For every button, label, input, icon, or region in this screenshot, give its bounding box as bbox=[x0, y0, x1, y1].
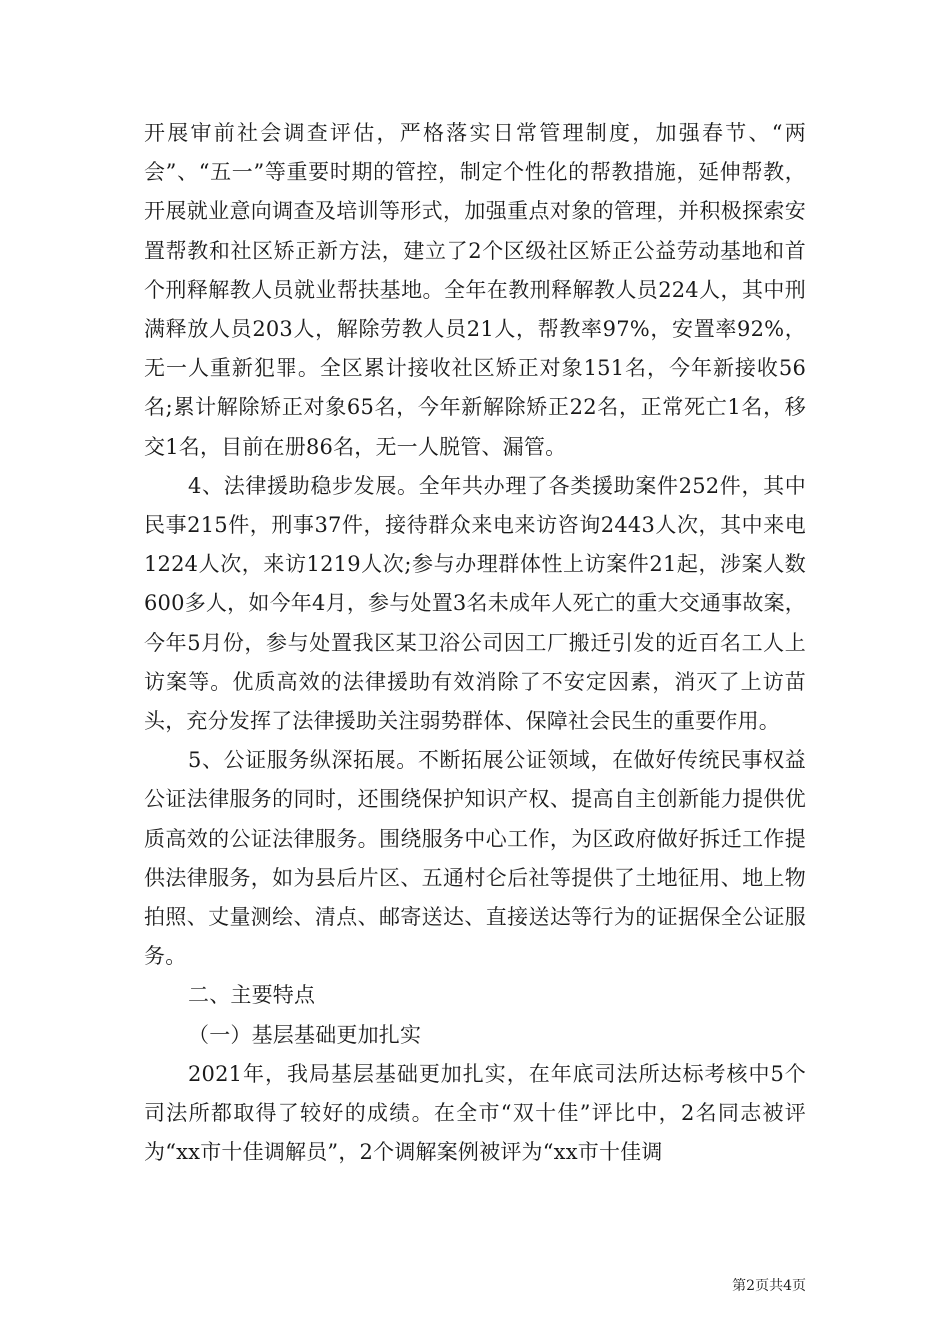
paragraph-legal-aid: 4、法律援助稳步发展。全年共办理了各类援助案件252件，其中民事215件，刑事37件，接待群众来电来访咨询2443人次，其中来电1224人次，来访1219人次;参与办理群体性上访案件21起，涉案人数600多人，如今年4月，参与处置3名未成年人死亡的重大交通事故案，今年5月份，参与处置我区某卫浴公司因工厂搬迁引发的近百名工人上访案等。优质高效的法律援助有效消除了不安定因素，消灭了上访苗头，充分发挥了法律援助关注弱势群体、保障社会民生的重要作用。 bbox=[144, 473, 806, 734]
paragraph-grassroots-foundation: 2021年，我局基层基础更加扎实，在年底司法所达标考核中5个司法所都取得了较好的成绩。在全市“双十佳”评比中，2名同志被评为“xx市十佳调解员”，2个调解案例被评为“xx市十佳调 bbox=[144, 1061, 806, 1165]
subsection-heading-grassroots: （一）基层基础更加扎实 bbox=[188, 1022, 422, 1047]
page-number-footer: 第2页共4页 bbox=[732, 1278, 806, 1294]
paragraph-notary-service: 5、公证服务纵深拓展。不断拓展公证领域，在做好传统民事权益公证法律服务的同时，还围绕保护知识产权、提高自主创新能力提供优质高效的公证法律服务。围绕服务中心工作，为区政府做好拆迁工作提供法律服务，如为县后片区、五通村仑后社等提供了土地征用、地上物拍照、丈量测绘、清点、邮寄送达、直接送达等行为的证据保全公证服务。 bbox=[144, 748, 806, 969]
document-body bbox=[144, 114, 806, 1172]
paragraph-community-correction: 开展审前社会调查评估，严格落实日常管理制度，加强春节、“两会”、“五一”等重要时期的管控，制定个性化的帮教措施，延伸帮教，开展就业意向调查及培训等形式，加强重点对象的管理，并积极探索安置帮教和社区矫正新方法，建立了2个区级社区矫正公益劳动基地和首个刑释解教人员就业帮扶基地。全年在教刑释解教人员224人，其中刑满释放人员203人，解除劳教人员21人，帮教率97%，安置率92%，无一人重新犯罪。全区累计接收社区矫正对象151名，今年新接收56名;累计解除矫正对象65名，今年新解除矫正22名，正常死亡1名，移交1名，目前在册86名，无一人脱管、漏管。 bbox=[144, 121, 806, 459]
section-heading-main-features: 二、主要特点 bbox=[188, 983, 316, 1008]
